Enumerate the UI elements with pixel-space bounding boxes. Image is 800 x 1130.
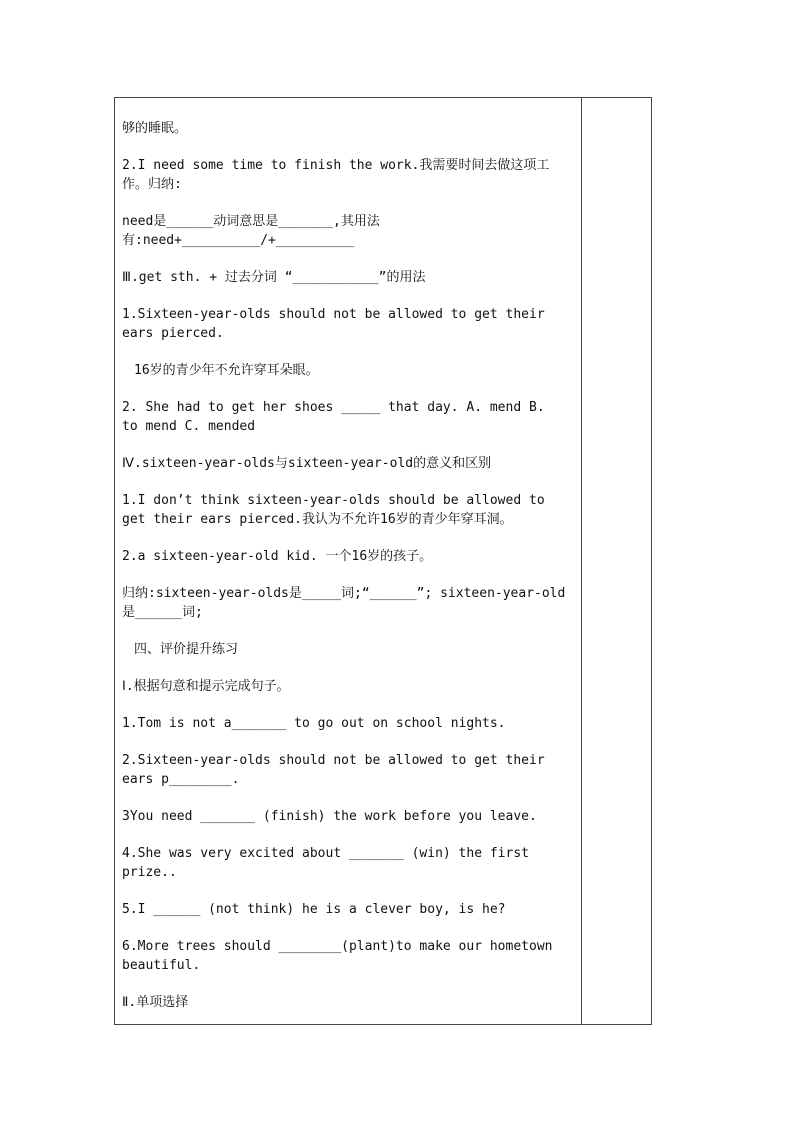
exercise-heading-i: Ⅰ.根据句意和提示完成句子。: [122, 679, 290, 694]
text-line-2: 2.I need some time to finish the work.我需要时间去做这项工作。归纳:: [122, 158, 550, 192]
exercise-heading-ii: Ⅱ.单项选择: [122, 995, 189, 1010]
section-heading-iii: Ⅲ.get sth. + 过去分词 “___________”的用法: [122, 270, 426, 285]
exercise-6: 6.More trees should ________(plant)to make our hometown beautiful.: [122, 939, 553, 973]
text-line-7: 2. She had to get her shoes _____ that day. A. mend B. to mend C. mended: [122, 400, 545, 434]
text-line-3: need是______动词意思是_______,其用法有:need+__________/+__________: [122, 214, 380, 248]
exercise-1: 1.Tom is not a_______ to go out on school nights.: [122, 716, 506, 731]
exercise-4: 4.She was very excited about _______ (win) the first prize..: [122, 846, 529, 880]
text-line-10: 2.a sixteen-year-old kid. 一个16岁的孩子。: [122, 549, 433, 564]
text-line-9: 1.I don’t think sixteen-year-olds should be allowed to get their ears pierced.我认为不允许16岁的青少年穿耳洞。: [122, 493, 545, 527]
exercise-3: 3You need _______ (finish) the work before you leave.: [122, 809, 537, 824]
section-heading-4: 四、评价提升练习: [134, 642, 239, 657]
text-line-6: 16岁的青少年不允许穿耳朵眼。: [134, 363, 319, 378]
text-line-11: 归纳:sixteen-year-olds是_____词;“______”; sixteen-year-old是______词;: [122, 586, 566, 620]
text-line-5: 1.Sixteen-year-olds should not be allowed to get their ears pierced.: [122, 307, 545, 341]
lesson-content: [122, 119, 567, 1030]
notes-cell: [582, 98, 652, 1024]
exercise-5: 5.I ______ (not think) he is a clever boy, is he?: [122, 902, 506, 917]
lesson-table: [114, 97, 652, 1025]
section-heading-iv: Ⅳ.sixteen-year-olds与sixteen-year-old的意义和区别: [122, 456, 492, 471]
exercise-2: 2.Sixteen-year-olds should not be allowed to get their ears p________.: [122, 753, 545, 787]
text-line-1: 够的睡眠。: [122, 121, 188, 136]
